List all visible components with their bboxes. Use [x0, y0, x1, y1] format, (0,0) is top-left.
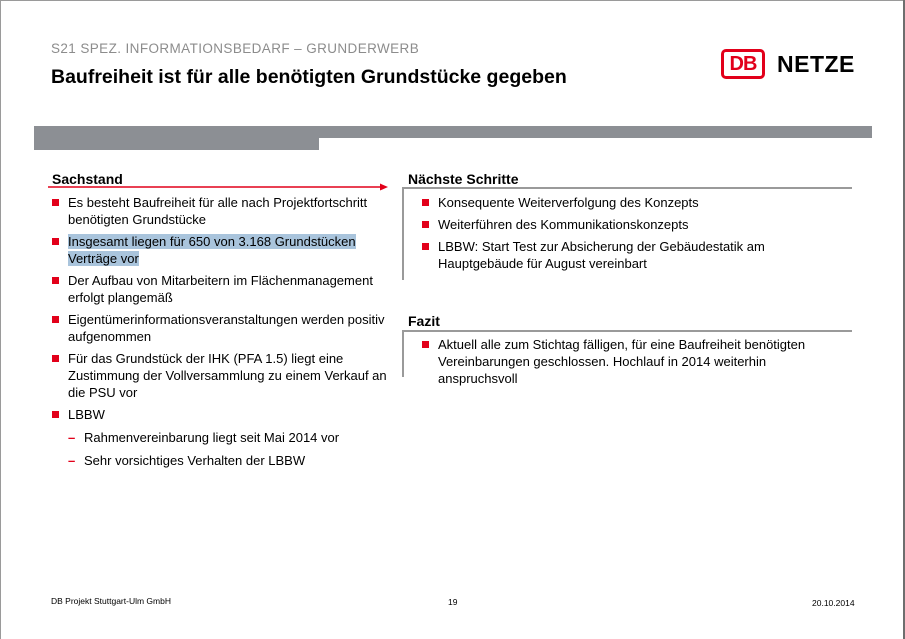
slide-supertitle: S21 SPEZ. INFORMATIONSBEDARF – GRUNDERWERB	[51, 41, 420, 56]
sub-list-item-text: Sehr vorsichtiges Verhalten der LBBW	[84, 453, 306, 468]
sachstand-list	[52, 194, 392, 474]
header-band-tab	[34, 126, 319, 150]
list-item	[52, 233, 392, 267]
bullet-icon	[52, 316, 59, 323]
fazit-side-rule	[402, 330, 404, 377]
db-logo-mark: DB	[721, 49, 765, 79]
list-item-text: LBBW: Start Test zur Absicherung der Gebäudestatik am Hauptgebäude für August vereinbart	[438, 239, 765, 271]
list-item-text: LBBW	[68, 407, 105, 422]
fazit-heading: Fazit	[408, 313, 440, 329]
bullet-icon	[422, 243, 429, 250]
list-item-text: Aktuell alle zum Stichtag fälligen, für eine Baufreiheit benötigten Vereinbarungen geschlossen. Hochlauf in 2014 weiterhin anspruchsvoll	[438, 337, 806, 386]
list-item	[422, 216, 842, 233]
footer-company: DB Projekt Stuttgart-Ulm GmbH	[51, 596, 171, 606]
list-item	[52, 311, 392, 345]
naechste-schritte-side-rule	[402, 187, 404, 280]
list-item	[52, 350, 392, 401]
dash-icon: –	[68, 453, 76, 468]
db-netze-logo	[721, 47, 855, 81]
list-item-text: Für das Grundstück der IHK (PFA 1.5) liegt eine Zustimmung der Vollversammlung zu einem Verkauf an die PSU vor	[68, 351, 387, 400]
naechste-schritte-heading: Nächste Schritte	[408, 171, 519, 187]
bullet-icon	[52, 277, 59, 284]
bullet-icon	[52, 199, 59, 206]
list-item	[52, 406, 392, 423]
list-item-text: Es besteht Baufreiheit für alle nach Projektfortschritt benötigten Grundstücke	[68, 195, 368, 227]
list-item-text: Der Aufbau von Mitarbeitern im Flächenmanagement erfolgt plangemäß	[68, 273, 373, 305]
dash-icon: –	[68, 430, 76, 445]
list-item-text: Konsequente Weiterverfolgung des Konzepts	[438, 195, 699, 210]
bullet-icon	[422, 341, 429, 348]
list-item	[422, 194, 842, 211]
bullet-icon	[52, 411, 59, 418]
fazit-rule	[402, 330, 852, 332]
footer-date: 20.10.2014	[812, 598, 855, 608]
highlighted-text[interactable]: Insgesamt liegen für 650 von 3.168 Grundstücken Verträge vor	[68, 234, 356, 266]
sachstand-heading: Sachstand	[52, 171, 123, 187]
window-frame-top	[0, 0, 905, 1]
sub-list-item	[52, 452, 392, 469]
bullet-icon	[52, 355, 59, 362]
list-item-text: Weiterführen des Kommunikationskonzepts	[438, 217, 689, 232]
bullet-icon	[52, 238, 59, 245]
naechste-schritte-rule	[402, 187, 852, 189]
netze-logo-text: NETZE	[777, 50, 855, 77]
list-item	[52, 272, 392, 306]
window-frame-left	[0, 0, 1, 639]
list-item	[422, 238, 842, 272]
bullet-icon	[422, 199, 429, 206]
bullet-icon	[422, 221, 429, 228]
list-item-text: Eigentümerinformationsveranstaltungen werden positiv aufgenommen	[68, 312, 385, 344]
naechste-schritte-list	[422, 194, 842, 277]
sachstand-arrow	[48, 182, 388, 192]
fazit-list	[422, 336, 842, 392]
sub-list-item	[52, 429, 392, 446]
footer-page-number: 19	[448, 597, 458, 607]
sub-list-item-text: Rahmenvereinbarung liegt seit Mai 2014 vor	[84, 430, 340, 445]
slide-title: Baufreiheit ist für alle benötigten Grundstücke gegeben	[51, 66, 567, 88]
list-item	[52, 194, 392, 228]
list-item	[422, 336, 842, 387]
